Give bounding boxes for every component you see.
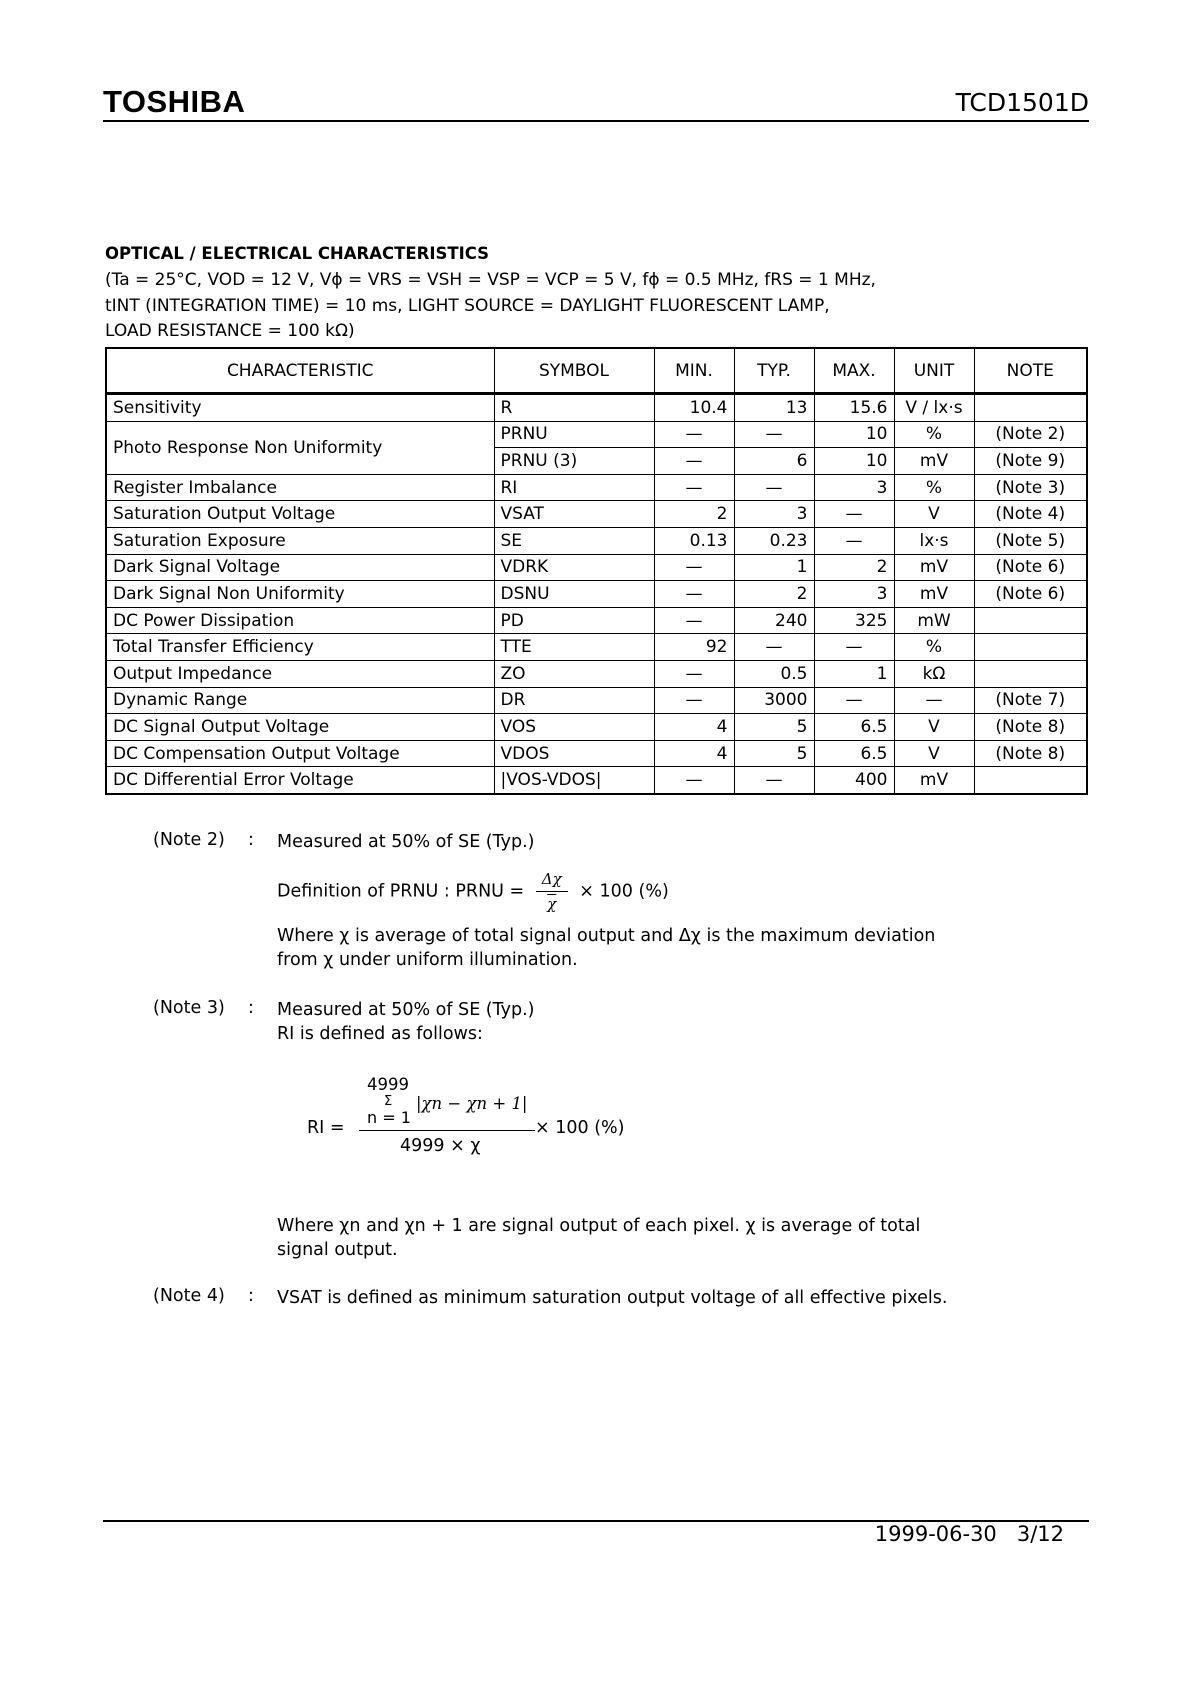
cell-characteristic: Dark Signal Voltage	[106, 554, 494, 581]
note-4-text: VSAT is defined as minimum saturation output voltage of all effective pixels.	[277, 1288, 948, 1308]
note-2-line-1: Measured at 50% of SE (Typ.)	[277, 832, 535, 852]
prnu-fraction-denominator: χ	[547, 895, 557, 913]
cell-characteristic: Saturation Exposure	[106, 527, 494, 554]
cell-unit: %	[894, 634, 974, 661]
cell-max: 1	[814, 660, 894, 687]
cell-characteristic: DC Signal Output Voltage	[106, 714, 494, 741]
ri-numerator: |χn − χn + 1|	[416, 1094, 528, 1113]
column-header: UNIT	[894, 348, 974, 394]
cell-symbol: RI	[494, 474, 654, 501]
cell-min: —	[654, 581, 734, 608]
table-row	[106, 714, 1087, 741]
cell-note: (Note 6)	[974, 581, 1087, 608]
cell-symbol: VOS	[494, 714, 654, 741]
cell-min: —	[654, 687, 734, 714]
cell-unit: lx·s	[894, 527, 974, 554]
cell-min: 4	[654, 714, 734, 741]
cell-characteristic: Dynamic Range	[106, 687, 494, 714]
cell-max: —	[814, 687, 894, 714]
cell-typ: —	[734, 634, 814, 661]
cell-max: 6.5	[814, 740, 894, 767]
footer-page: 3/12	[1016, 1522, 1064, 1546]
cell-unit: V	[894, 501, 974, 528]
table-row	[106, 740, 1087, 767]
note-3-label: (Note 3)	[153, 998, 225, 1018]
table-row	[106, 554, 1087, 581]
cell-typ: 3000	[734, 687, 814, 714]
conditions-line-3: LOAD RESISTANCE = 100 kΩ)	[105, 321, 355, 341]
table-row	[106, 501, 1087, 528]
table-row	[106, 421, 1087, 448]
cell-min: 92	[654, 634, 734, 661]
note-2-colon: :	[248, 830, 254, 850]
cell-characteristic: DC Compensation Output Voltage	[106, 740, 494, 767]
cell-typ: 2	[734, 581, 814, 608]
cell-typ: 6	[734, 448, 814, 475]
cell-unit: mV	[894, 581, 974, 608]
cell-max: 2	[814, 554, 894, 581]
cell-min: 2	[654, 501, 734, 528]
cell-max: 15.6	[814, 394, 894, 422]
cell-typ: 0.5	[734, 660, 814, 687]
cell-symbol: DSNU	[494, 581, 654, 608]
cell-typ: 13	[734, 394, 814, 422]
note-3-line-1: Measured at 50% of SE (Typ.)	[277, 1000, 535, 1020]
column-header: SYMBOL	[494, 348, 654, 394]
cell-max: 10	[814, 448, 894, 475]
column-header: NOTE	[974, 348, 1087, 394]
cell-max: —	[814, 634, 894, 661]
cell-typ: 240	[734, 607, 814, 634]
cell-unit: V	[894, 714, 974, 741]
section-title: OPTICAL / ELECTRICAL CHARACTERISTICS	[105, 244, 490, 263]
cell-min: 0.13	[654, 527, 734, 554]
footer	[875, 1522, 1064, 1546]
cell-min: 4	[654, 740, 734, 767]
ri-label: RI =	[307, 1118, 345, 1138]
cell-note	[974, 634, 1087, 661]
cell-symbol: VDRK	[494, 554, 654, 581]
cell-characteristic: Sensitivity	[106, 394, 494, 422]
cell-note: (Note 7)	[974, 687, 1087, 714]
table-row	[106, 527, 1087, 554]
prnu-def-prefix: Definition of PRNU : PRNU =	[277, 881, 525, 902]
table-row	[106, 607, 1087, 634]
ri-suffix: × 100 (%)	[535, 1118, 625, 1138]
cell-min: —	[654, 554, 734, 581]
ri-denominator: 4999 × χ	[400, 1136, 481, 1156]
table-row	[106, 687, 1087, 714]
note-3-where-line-2: signal output.	[277, 1240, 398, 1260]
table-row	[106, 634, 1087, 661]
column-header: CHARACTERISTIC	[106, 348, 494, 394]
cell-note	[974, 767, 1087, 794]
cell-unit: mV	[894, 448, 974, 475]
cell-note: (Note 5)	[974, 527, 1087, 554]
note-3-where-line-1: Where χn and χn + 1 are signal output of each pixel. χ is average of total	[277, 1216, 921, 1236]
cell-typ: 0.23	[734, 527, 814, 554]
cell-symbol: VDOS	[494, 740, 654, 767]
cell-symbol: PRNU	[494, 421, 654, 448]
ri-sum-lower: n = 1	[367, 1108, 411, 1127]
cell-note	[974, 607, 1087, 634]
conditions-line-2: tINT (INTEGRATION TIME) = 10 ms, LIGHT SOURCE = DAYLIGHT FLUORESCENT LAMP,	[105, 296, 830, 316]
column-header: MAX.	[814, 348, 894, 394]
cell-note	[974, 394, 1087, 422]
cell-unit: mV	[894, 554, 974, 581]
cell-min: —	[654, 421, 734, 448]
note-2-where-line-1: Where χ is average of total signal output and Δχ is the maximum deviation	[277, 926, 936, 946]
cell-note: (Note 9)	[974, 448, 1087, 475]
cell-symbol: PRNU (3)	[494, 448, 654, 475]
note-4-colon: :	[248, 1286, 254, 1306]
cell-min: —	[654, 607, 734, 634]
cell-max: 3	[814, 474, 894, 501]
cell-note: (Note 3)	[974, 474, 1087, 501]
cell-min: —	[654, 767, 734, 794]
note-3-colon: :	[248, 998, 254, 1018]
cell-symbol: VSAT	[494, 501, 654, 528]
cell-max: 400	[814, 767, 894, 794]
cell-typ: 3	[734, 501, 814, 528]
header-rule	[103, 120, 1089, 122]
cell-symbol: PD	[494, 607, 654, 634]
cell-max: 6.5	[814, 714, 894, 741]
cell-note: (Note 4)	[974, 501, 1087, 528]
note-3-line-2: RI is defined as follows:	[277, 1024, 483, 1044]
table-header-row	[106, 348, 1087, 394]
cell-note: (Note 2)	[974, 421, 1087, 448]
cell-max: 10	[814, 421, 894, 448]
note-4-label: (Note 4)	[153, 1286, 225, 1306]
cell-characteristic: DC Differential Error Voltage	[106, 767, 494, 794]
note-2-where-line-2: from χ under uniform illumination.	[277, 950, 578, 970]
cell-note: (Note 8)	[974, 714, 1087, 741]
cell-min: —	[654, 660, 734, 687]
prnu-fraction	[536, 867, 568, 916]
cell-typ: 5	[734, 740, 814, 767]
part-number: TCD1501D	[955, 88, 1089, 117]
column-header: MIN.	[654, 348, 734, 394]
cell-symbol: R	[494, 394, 654, 422]
cell-unit: mV	[894, 767, 974, 794]
cell-min: —	[654, 448, 734, 475]
note-2-label: (Note 2)	[153, 830, 225, 850]
cell-symbol: DR	[494, 687, 654, 714]
cell-typ: —	[734, 474, 814, 501]
characteristics-table	[105, 347, 1088, 795]
ri-fraction-bar	[359, 1130, 535, 1131]
cell-characteristic: Total Transfer Efficiency	[106, 634, 494, 661]
table-row	[106, 767, 1087, 794]
cell-typ: 1	[734, 554, 814, 581]
cell-characteristic: Register Imbalance	[106, 474, 494, 501]
column-header: TYP.	[734, 348, 814, 394]
cell-unit: %	[894, 421, 974, 448]
cell-unit: V / lx·s	[894, 394, 974, 422]
cell-min: 10.4	[654, 394, 734, 422]
ri-sum-sign: Σ	[384, 1094, 393, 1109]
brand-logo: TOSHIBA	[103, 84, 246, 119]
cell-characteristic: Saturation Output Voltage	[106, 501, 494, 528]
prnu-def-suffix: × 100 (%)	[579, 881, 669, 902]
cell-min: —	[654, 474, 734, 501]
cell-characteristic: Dark Signal Non Uniformity	[106, 581, 494, 608]
footer-date: 1999-06-30	[874, 1522, 997, 1546]
cell-unit: kΩ	[894, 660, 974, 687]
cell-symbol: |VOS-VDOS|	[494, 767, 654, 794]
cell-max: —	[814, 527, 894, 554]
table-row	[106, 581, 1087, 608]
cell-symbol: ZO	[494, 660, 654, 687]
conditions-line-1: (Ta = 25°C, VOD = 12 V, Vϕ = VRS = VSH = VSP = VCP = 5 V, fϕ = 0.5 MHz, fRS = 1 MHz,	[105, 270, 876, 290]
cell-note: (Note 8)	[974, 740, 1087, 767]
cell-typ: —	[734, 421, 814, 448]
cell-symbol: SE	[494, 527, 654, 554]
table-row	[106, 660, 1087, 687]
cell-typ: 5	[734, 714, 814, 741]
cell-note	[974, 660, 1087, 687]
cell-unit: V	[894, 740, 974, 767]
cell-unit: —	[894, 687, 974, 714]
prnu-fraction-numerator: Δχ	[536, 867, 568, 892]
cell-note: (Note 6)	[974, 554, 1087, 581]
cell-characteristic: Photo Response Non Uniformity	[106, 421, 494, 474]
cell-characteristic: Output Impedance	[106, 660, 494, 687]
cell-symbol: TTE	[494, 634, 654, 661]
cell-characteristic: DC Power Dissipation	[106, 607, 494, 634]
table-row	[106, 394, 1087, 422]
cell-unit: %	[894, 474, 974, 501]
cell-unit: mW	[894, 607, 974, 634]
cell-max: 3	[814, 581, 894, 608]
cell-max: 325	[814, 607, 894, 634]
note-2-prnu-definition	[277, 867, 669, 916]
ri-sum-upper: 4999	[367, 1075, 409, 1094]
cell-max: —	[814, 501, 894, 528]
table-row	[106, 474, 1087, 501]
cell-typ: —	[734, 767, 814, 794]
